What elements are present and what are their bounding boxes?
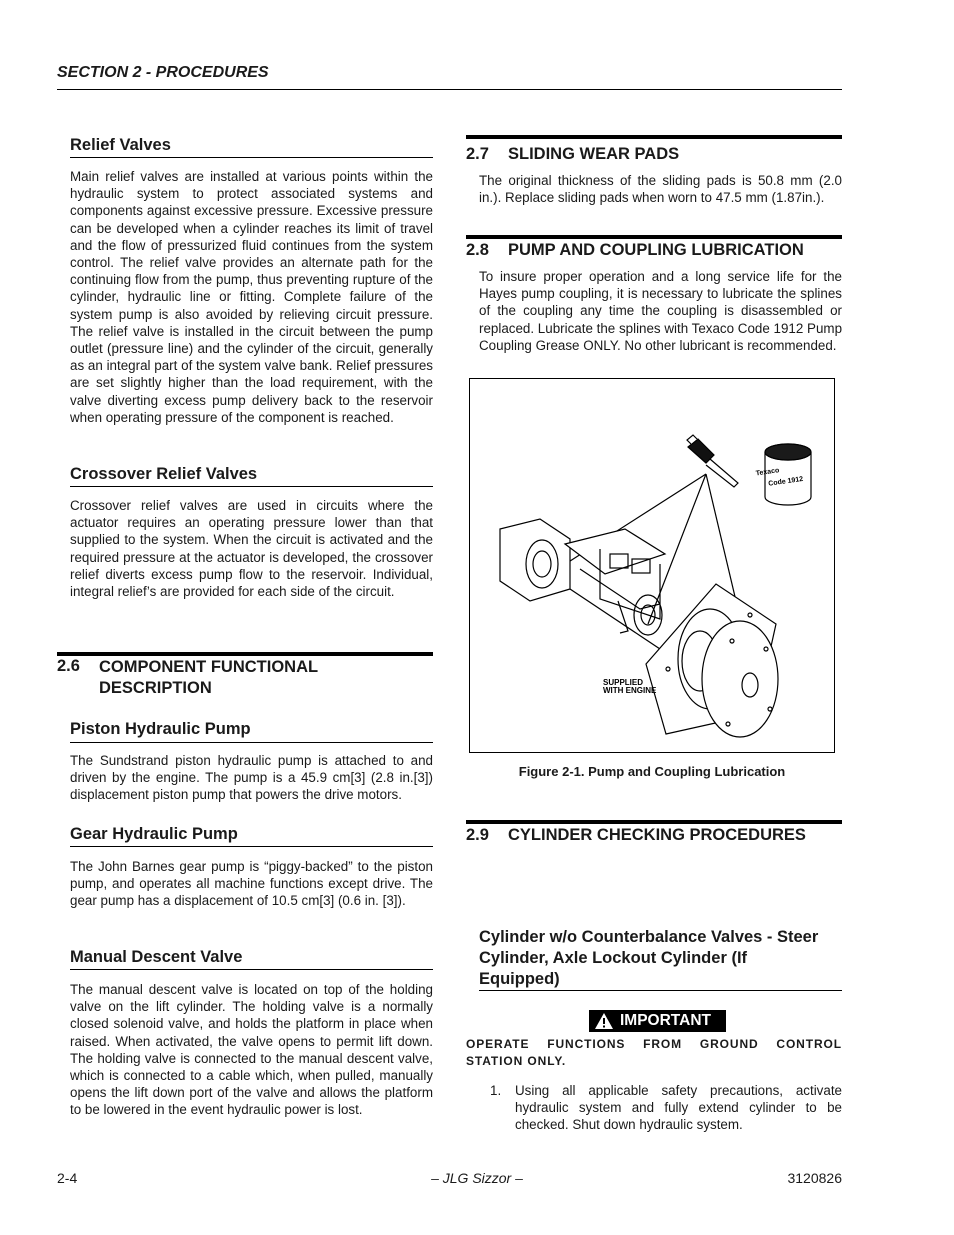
- gear-pump-heading: Gear Hydraulic Pump: [70, 825, 238, 843]
- footer-page-number: 2-4: [57, 1170, 78, 1186]
- cylinder-heading: [479, 927, 842, 990]
- relief-valves-text: Main relief valves are installed at various points within the hydraulic system to protect associated systems and components against excessive pressure. Excessive pressure can be developed when a cylinder reaches its limit of travel and the flow of pressurized fluid continues from the system control. The relief valve provides an alternate path for the continuing flow from the pump, thus preventing rupture of the cylinder, hydraulic line or fitting. Complete failure of the system pump is also avoided by relieving circuit pressure. The relief valve is installed in the circuit between the pump outlet (pressure line) and the cylinder of the circuit, generally as an integral part of the system valve bank. Relief pressures are set slightly higher than the load requirement, with the valve diverting excess pump delivery back to the reservoir when operating pressure of the component is reached.: [70, 169, 433, 425]
- warning-icon: [594, 1012, 614, 1030]
- section-2-6-title-line1: COMPONENT FUNCTIONAL: [99, 658, 319, 676]
- relief-valves-rule: [70, 157, 433, 158]
- cylinder-heading-line3: Equipped): [479, 970, 560, 988]
- step-1-text: Using all applicable safety precautions, activate hydraulic system and fully extend cylinder to be checked. Shut down hydraulic system.: [515, 1083, 842, 1133]
- can-label-line2: Code 1912: [767, 475, 804, 488]
- important-label: IMPORTANT: [620, 1012, 711, 1029]
- section-2-8-rule: [466, 235, 842, 239]
- cylinder-heading-line1: Cylinder w/o Counterbalance Valves - Steer: [479, 928, 819, 946]
- manual-descent-rule: [70, 969, 433, 970]
- section-2-9-heading: [466, 826, 842, 845]
- section-2-8-number: 2.8: [466, 241, 489, 259]
- can-label-line1: Texaco: [755, 467, 780, 478]
- piston-pump-text: The Sundstrand piston hydraulic pump is attached to and driven by the engine. The pump is a 45.9 cm[3] (2.8 in.[3]) displacement piston pump that powers the drive motors.: [70, 753, 433, 803]
- piston-pump-heading: Piston Hydraulic Pump: [70, 720, 251, 738]
- section-2-6-rule: [57, 652, 433, 656]
- header-rule: [57, 89, 842, 90]
- section-2-8-text: To insure proper operation and a long service life for the Hayes pump coupling, it is necessary to lubricate the splines of the coupling any time the coupling is disassembled or replaced. Lubricate the splines with Texaco Code 1912 Pump Coupling Grease ONLY. No other lubricant is recommended.: [479, 269, 843, 353]
- supplied-label-line2: WITH ENGINE: [603, 686, 657, 695]
- gear-pump-rule: [70, 846, 433, 847]
- manual-descent-text: The manual descent valve is located on top of the holding valve on the lift cylinder. The holding valve is a normally closed solenoid valve, and holds the platform in place when raised. When activated, the valve opens to permit lift down. The holding valve is connected to the manual descent valve, which is connected to a cable which, when pulled, manually opens the lift down port of the valve and allows the platform to be lowered in the event hydraulic power is lost.: [70, 982, 433, 1118]
- crossover-relief-heading: Crossover Relief Valves: [70, 465, 258, 483]
- section-2-9-title: CYLINDER CHECKING PROCEDURES: [508, 826, 806, 844]
- figure-pump-coupling: [469, 378, 835, 753]
- important-text: OPERATE FUNCTIONS FROM GROUND CONTROL STATION ONLY.: [466, 1037, 842, 1068]
- section-header: SECTION 2 - PROCEDURES: [57, 64, 269, 81]
- crossover-relief-rule: [70, 486, 433, 487]
- section-2-7-text: The original thickness of the sliding pads is 50.8 mm (2.0 in.). Replace sliding pads when worn to 47.5 mm (1.87in.).: [479, 173, 842, 206]
- section-2-8-title: PUMP AND COUPLING LUBRICATION: [508, 241, 804, 259]
- coupling-disc: [702, 621, 778, 737]
- section-2-7-heading: [466, 145, 842, 164]
- section-2-9-rule: [466, 820, 842, 824]
- section-2-7-number: 2.7: [466, 145, 489, 163]
- step-1: [490, 1082, 842, 1134]
- relief-valves-heading: Relief Valves: [70, 136, 171, 154]
- brush-icon: [687, 435, 738, 487]
- section-2-6-title-line2: DESCRIPTION: [99, 679, 212, 697]
- crossover-relief-text: Crossover relief valves are used in circuits where the actuator requires an operating pressure lower than that supplied to the system. When the circuit is activated and the required pressure at the actuator is developed, the crossover relief diverts excess pump flow to the reservoir. Individual, integral relief’s are provided for each side of the circuit.: [70, 498, 433, 600]
- section-2-7-rule: [466, 135, 842, 139]
- figure-caption: Figure 2-1. Pump and Coupling Lubrication: [518, 764, 786, 779]
- gear-pump-text: The John Barnes gear pump is “piggy-backed” to the piston pump, and operates all machine functions except drive. The gear pump has a displacement of 10.5 cm[3] (0.6 in. [3]).: [70, 859, 433, 909]
- piston-pump-rule: [70, 742, 433, 743]
- pump-body: [500, 519, 665, 649]
- cylinder-heading-line2: Cylinder, Axle Lockout Cylinder (If: [479, 949, 748, 967]
- section-2-8-heading: [466, 241, 842, 260]
- cylinder-heading-rule: [479, 990, 842, 991]
- section-2-7-title: SLIDING WEAR PADS: [508, 145, 680, 163]
- section-2-6-number: 2.6: [57, 657, 80, 675]
- section-2-6-heading: [57, 657, 433, 699]
- supplied-label-line1: SUPPLIED: [603, 678, 644, 687]
- important-badge: [589, 1010, 726, 1032]
- section-2-9-number: 2.9: [466, 826, 489, 844]
- pump-coupling-illustration: [470, 379, 834, 752]
- footer-title: – JLG Sizzor –: [431, 1170, 523, 1186]
- footer-doc-number: 3120826: [787, 1170, 842, 1186]
- step-1-number: 1.: [490, 1083, 502, 1098]
- manual-descent-heading: Manual Descent Valve: [70, 948, 243, 966]
